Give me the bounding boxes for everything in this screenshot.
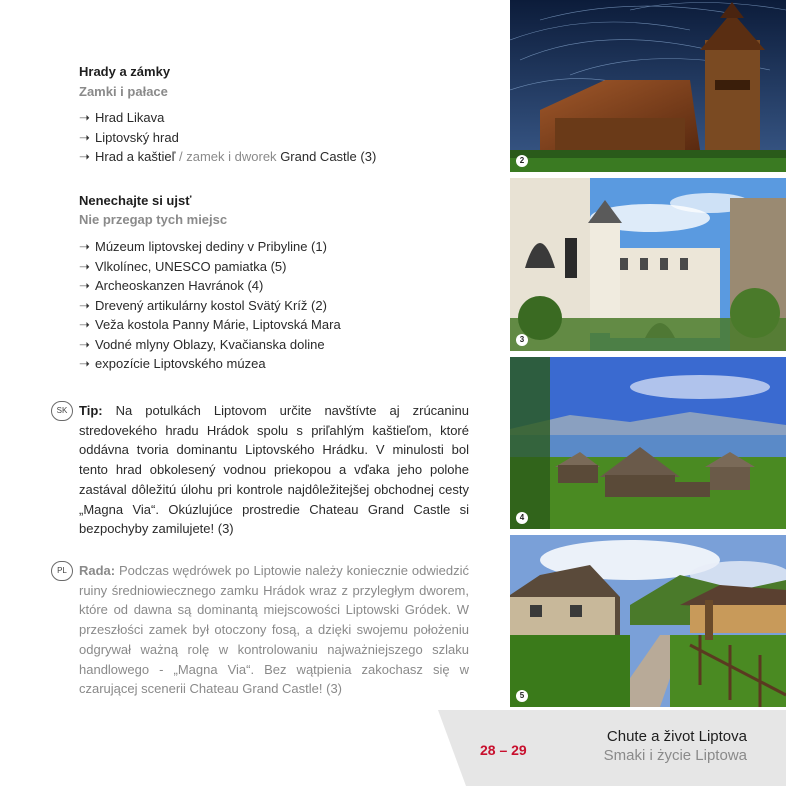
list-item: ➝ Veža kostola Panny Márie, Liptovská Mara bbox=[79, 315, 341, 335]
photo-skansen-lake bbox=[510, 357, 786, 529]
list-item: ➝ Liptovský hrad bbox=[79, 128, 376, 148]
list-item: ➝ Hrad a kaštieľ / zamek i dworek Grand Castle (3) bbox=[79, 147, 376, 167]
arrow-right-icon: ➝ bbox=[79, 278, 90, 293]
arrow-right-icon: ➝ bbox=[79, 317, 90, 332]
photo-wooden-church bbox=[510, 0, 786, 172]
publication-title bbox=[604, 727, 747, 765]
language-badge-pl: PL bbox=[51, 561, 73, 581]
tip-text-sk: Na potulkách Liptovom určite navštívte aj zrúcaninu stredovekého hradu Hrádok spolu s priľahlým kaštieľom, ktoré oddávna tvoria dominantu Liptovského Hrádku. V minulosti bol tento hrad obkolesený vodnou priekopou a vďaka jeho polohe zastával dôležitú úlohu pri kontrole najdôležitejšej obchodnej cesty „Magna Via“. Okúzlujúce prostredie Chateau Grand Castle si bezpochyby zamilujete! (3) bbox=[79, 403, 469, 537]
castles-list bbox=[79, 108, 376, 167]
list-item: ➝ Drevený artikulárny kostol Svätý Kríž (2) bbox=[79, 296, 341, 316]
arrow-right-icon: ➝ bbox=[79, 356, 90, 371]
page-numbers: 28 – 29 bbox=[480, 742, 527, 758]
photo-vlkolinec-village bbox=[510, 535, 786, 707]
arrow-right-icon: ➝ bbox=[79, 258, 90, 274]
list-item: ➝ Hrad Likava bbox=[79, 108, 376, 128]
language-badge-sk: SK bbox=[51, 401, 73, 421]
arrow-right-icon: ➝ bbox=[79, 129, 90, 145]
castle-courtyard-illustration bbox=[510, 178, 786, 351]
tip-paragraph-sk bbox=[79, 401, 469, 539]
list-item: ➝ Archeoskanzen Havránok (4) bbox=[79, 276, 341, 296]
castles-heading-pl: Zamki i pałace bbox=[79, 84, 168, 99]
list-item: ➝ Vodné mlyny Oblazy, Kvačianska doline bbox=[79, 335, 341, 355]
arrow-right-icon: ➝ bbox=[79, 297, 90, 313]
tip-label-pl: Rada: bbox=[79, 563, 116, 578]
castles-heading-sk: Hrady a zámky bbox=[79, 64, 171, 79]
list-item: ➝ expozície Liptovského múzea bbox=[79, 354, 341, 374]
dont-miss-list bbox=[79, 237, 341, 374]
dont-miss-heading-sk: Nenechajte si ujsť bbox=[79, 193, 192, 208]
arrow-right-icon: ➝ bbox=[79, 336, 90, 352]
photo-castle-courtyard bbox=[510, 178, 786, 351]
list-item: ➝ Múzeum liptovskej dediny v Pribyline (1) bbox=[79, 237, 341, 257]
wooden-church-illustration bbox=[510, 0, 786, 172]
tip-paragraph-pl bbox=[79, 561, 469, 699]
vlkolinec-village-illustration bbox=[510, 535, 786, 707]
arrow-right-icon: ➝ bbox=[79, 110, 90, 125]
photo-number-badge: 3 bbox=[516, 334, 528, 346]
photo-number-badge: 5 bbox=[516, 690, 528, 702]
publication-title-sk: Chute a život Liptova bbox=[606, 728, 747, 745]
skansen-lake-illustration bbox=[510, 357, 786, 529]
photo-number-badge: 2 bbox=[516, 155, 528, 167]
tip-text-pl: Podczas wędrówek po Liptowie należy koniecznie odwiedzić ruiny średniowiecznego zamku Hrádok wraz z przyległym dworem, które od dawna są dominantą miejscowości Liptowski Gródek. W przeszłości zamek był otoczony fosą, a dzięki swojemu położeniu odgrywał ważną rolę w kontrolowaniu najważniejszego szlaku handlowego - „Magna Via“. Bez wątpienia zakochasz się w czarującej scenerii Chateau Grand Castle! (3) bbox=[79, 563, 469, 697]
list-item: ➝ Vlkolínec, UNESCO pamiatka (5) bbox=[79, 257, 341, 277]
photo-number-badge: 4 bbox=[516, 512, 528, 524]
arrow-right-icon: ➝ bbox=[79, 149, 90, 164]
tip-label-sk: Tip: bbox=[79, 403, 103, 418]
publication-title-pl: Smaki i życie Liptowa bbox=[603, 747, 747, 764]
dont-miss-heading-pl: Nie przegap tych miejsc bbox=[79, 212, 228, 227]
arrow-right-icon: ➝ bbox=[79, 239, 90, 254]
